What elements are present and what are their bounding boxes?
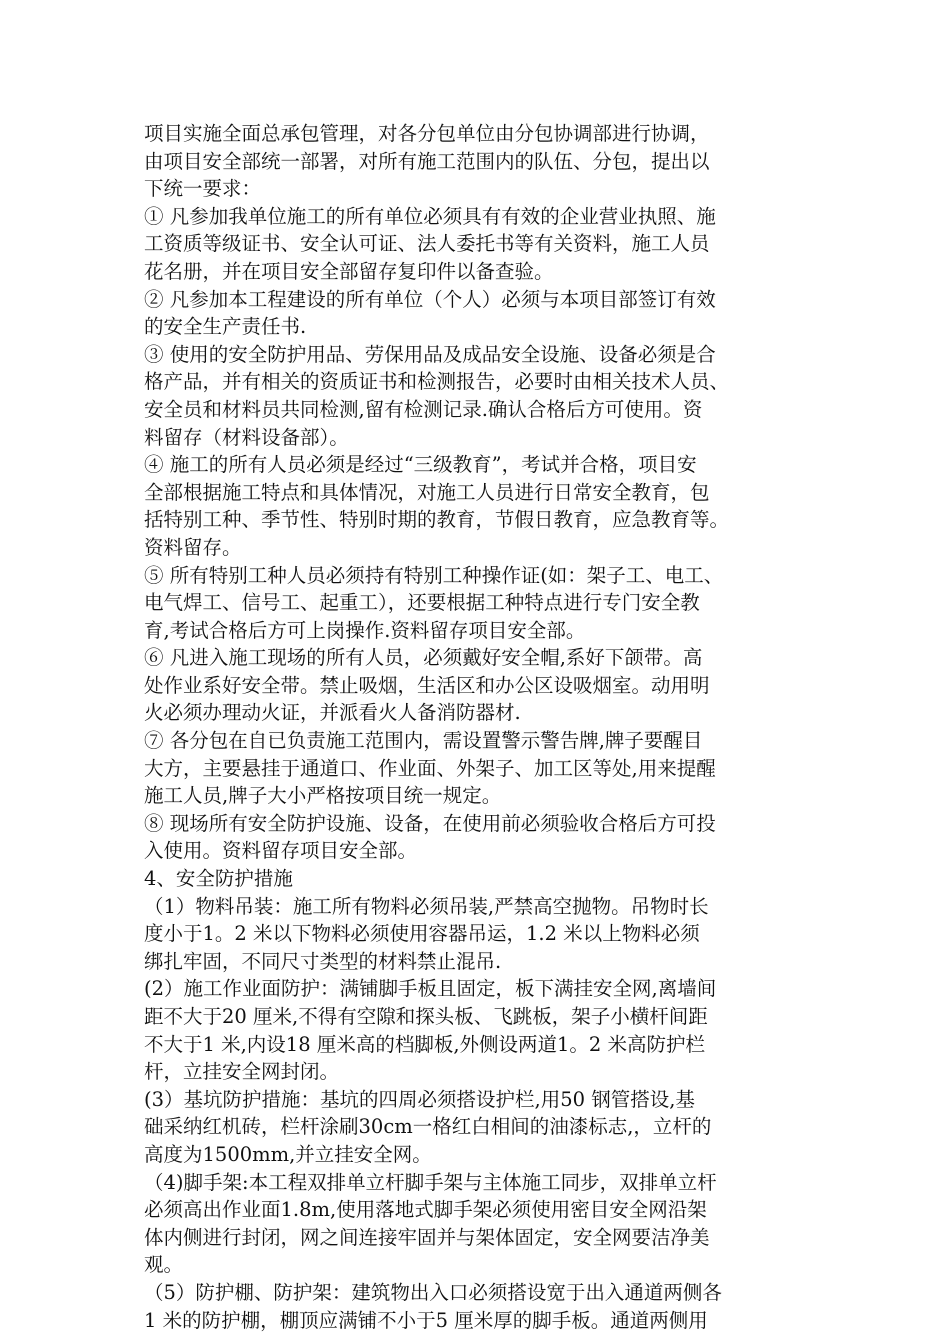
text-line: ① 凡参加我单位施工的所有单位必须具有有效的企业营业执照、施 [144,204,716,228]
text-line: ② 凡参加本工程建设的所有单位（个人）必须与本项目部签订有效 [144,287,716,311]
text-line: 处作业系好安全带。禁止吸烟，生活区和办公区设吸烟室。动用明 [144,673,710,697]
text-line: 料留存（材料设备部）。 [144,425,349,449]
text-line: 绑扎牢固，不同尺寸类型的材料禁止混吊. [144,949,502,973]
text-line: 育,考试合格后方可上岗操作.资料留存项目安全部。 [144,618,586,642]
text-line: 由项目安全部统一部署，对所有施工范围内的队伍、分包，提出以 [144,149,710,173]
text-line: ③ 使用的安全防护用品、劳保用品及成品安全设施、设备必须是合 [144,342,716,366]
text-line: 施工人员,牌子大小严格按项目统一规定。 [144,784,502,808]
text-line: ④ 施工的所有人员必须是经过“三级教育”，考试并合格，项目安 [144,453,697,477]
text-line: 括特别工种、季节性、特别时期的教育，节假日教育，应急教育等。 [144,508,730,532]
text-line: （1）物料吊装：施工所有物料必须吊装,严禁高空抛物。吊物时长 [144,894,709,918]
text-line: 电气焊工、信号工、起重工），还要根据工种特点进行专门安全教 [144,591,700,615]
text-line: 础采纳红机砖，栏杆涂刷30cm一格红白相间的油漆标志,，立杆的 [144,1115,712,1139]
text-line: 不大于1 米,内设18 厘米高的档脚板,外侧设两道1。2 米高防护栏 [144,1032,706,1056]
text-line: 必须高出作业面1.8m,使用落地式脚手架必须使用密目安全网沿架 [144,1198,707,1222]
text-line: 格产品，并有相关的资质证书和检测报告，必要时由相关技术人员、 [144,370,730,394]
text-line: 体内侧进行封闭，网之间连接牢固并与架体固定，安全网要洁净美 [144,1225,710,1249]
text-line: ⑤ 所有特别工种人员必须持有特别工种操作证(如：架子工、电工、 [144,563,724,587]
text-line: 花名册，并在项目安全部留存复印件以备查验。 [144,259,554,283]
text-line: 全部根据施工特点和具体情况，对施工人员进行日常安全教育，包 [144,480,710,504]
text-line: 杆，立挂安全网封闭。 [144,1060,340,1084]
text-line: 项目实施全面总承包管理，对各分包单位由分包协调部进行协调， [144,122,710,145]
text-line: 入使用。资料留存项目安全部。 [144,839,418,863]
text-line: 1 米的防护棚，棚顶应满铺不小于5 厘米厚的脚手板。通道两侧用 [144,1308,708,1332]
text-line: 资料留存。 [144,535,242,559]
text-line: （5）防护棚、防护架：建筑物出入口必须搭设宽于出入通道两侧各 [144,1280,722,1304]
text-line: 高度为1500mm,并立挂安全网。 [144,1142,432,1166]
text-line: ⑦ 各分包在自已负责施工范围内，需设置警示警告牌,牌子要醒目 [144,729,703,753]
text-line: 观。 [144,1253,184,1277]
text-line: 4、安全防护措施 [144,867,293,891]
text-line: (3）基坑防护措施：基坑的四周必须搭设护栏,用50 钢管搭设,基 [144,1087,695,1111]
text-line: 下统一要求： [144,177,262,201]
document-body [144,120,824,1334]
text-line: (2）施工作业面防护：满铺脚手板且固定，板下满挂安全网,离墙间 [144,977,717,1001]
text-line: 安全员和材料员共同检测,留有检测记录.确认合格后方可使用。资 [144,397,703,421]
text-line: 火必须办理动火证，并派看火人备消防器材. [144,701,521,725]
text-line: 大方，主要悬挂于通道口、作业面、外架子、加工区等处,用来提醒 [144,756,716,780]
text-line: 距不大于20 厘米,不得有空隙和探头板、飞跳板，架子小横杆间距 [144,1005,708,1028]
text-line: 的安全生产责任书. [144,315,307,339]
text-line: （4)脚手架:本工程双排单立杆脚手架与主体施工同步，双排单立杆 [144,1170,717,1194]
text-line: 度小于1。2 米以下物料必须使用容器吊运，1.2 米以上物料必须 [144,922,700,946]
text-line: ⑥ 凡进入施工现场的所有人员，必须戴好安全帽,系好下颌带。高 [144,646,703,670]
text-line: ⑧ 现场所有安全防护设施、设备，在使用前必须验收合格后方可投 [144,811,716,835]
text-line: 工资质等级证书、安全认可证、法人委托书等有关资料，施工人员 [144,232,710,256]
